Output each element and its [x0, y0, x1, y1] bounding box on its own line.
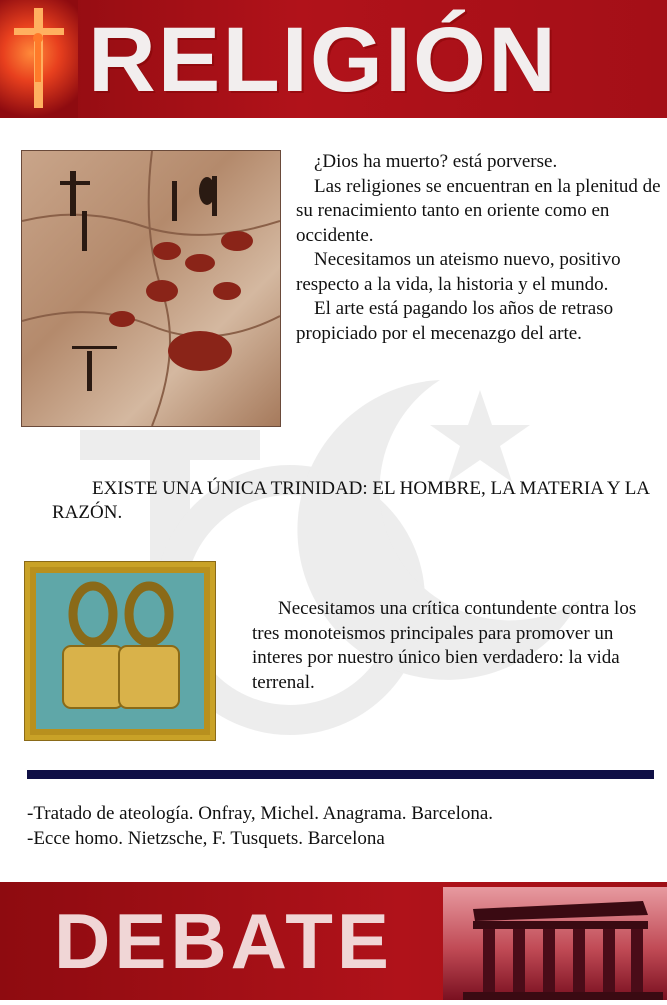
critique-paragraph: Necesitamos una crítica contundente contra los tres monoteismos principales para promover un interes por nuestro único bien verdadero: la vida terrenal. [252, 598, 637, 693]
intro-text-block [296, 150, 666, 346]
page-title: RELIGIÓN [88, 9, 558, 111]
intro-paragraph: Necesitamos un ateismo nuevo, positivo respecto a la vida, la historia y el mundo. [296, 249, 621, 295]
reference-item: -Ecce homo. Nietzsche, F. Tusquets. Barcelona [27, 827, 385, 849]
crucifix-icon [0, 0, 78, 118]
cave-painting-image [21, 150, 281, 427]
trinity-statement: EXISTE UNA ÚNICA TRINIDAD: EL HOMBRE, LA MATERIA Y LA RAZÓN. [52, 478, 649, 523]
footer-banner [0, 882, 667, 1000]
header-banner [0, 0, 667, 118]
section-divider [27, 770, 654, 779]
intro-paragraph: Las religiones se encuentran en la plenitud de su renacimiento tanto en oriente como en occidente. [296, 175, 661, 246]
intro-paragraph: ¿Dios ha muerto? está porverse. [314, 151, 558, 172]
footer-title: DEBATE [54, 897, 393, 985]
references-list [27, 802, 657, 851]
ankh-relief-image [24, 561, 216, 741]
reference-item: -Tratado de ateología. Onfray, Michel. Anagrama. Barcelona. [27, 803, 494, 824]
intro-paragraph: El arte está pagando los años de retraso propiciado por el mecenazgo del arte. [296, 298, 614, 344]
temple-columns-icon [443, 887, 667, 1000]
